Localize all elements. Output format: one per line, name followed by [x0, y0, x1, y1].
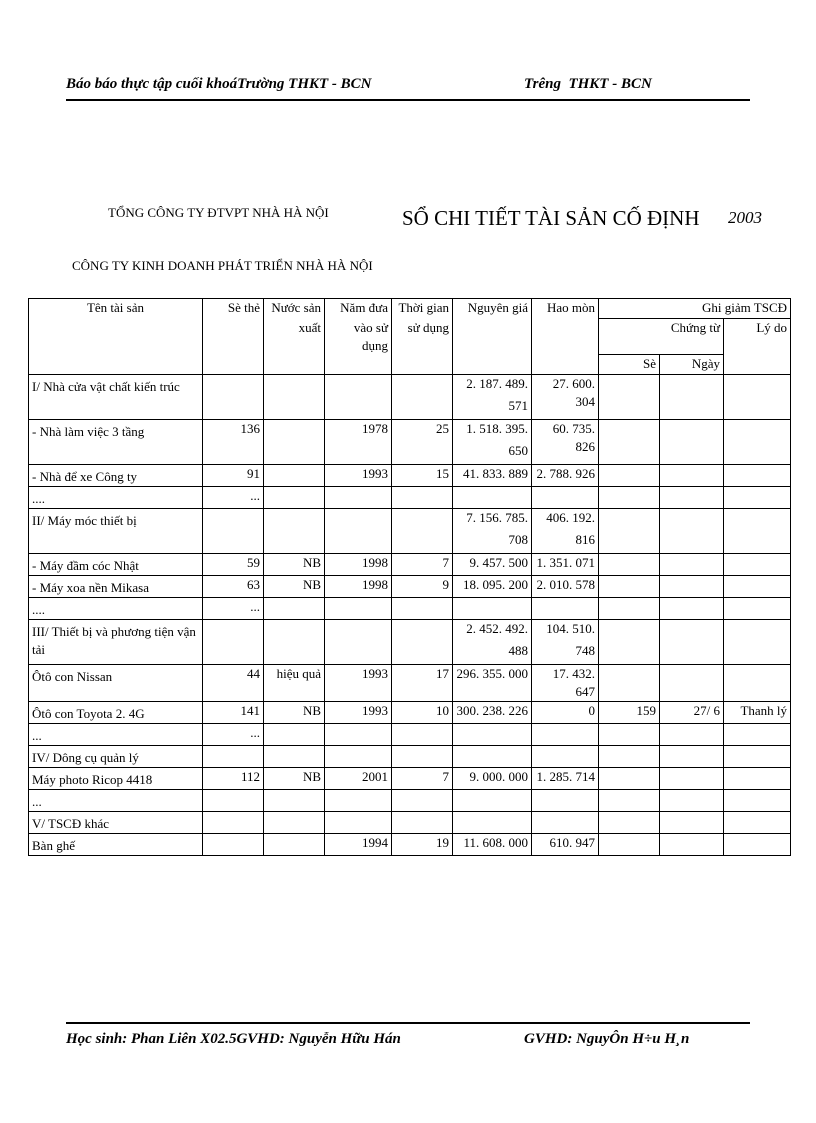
cell-reason — [724, 598, 791, 620]
cell-asset-name: I/ Nhà cửa vật chất kiến trúc — [29, 375, 203, 420]
cell-cost-line-2: 571 — [508, 398, 528, 413]
table-row — [29, 509, 791, 554]
cell-useful-life — [392, 724, 453, 746]
table-row — [29, 465, 791, 487]
cell-year-in-use — [325, 790, 392, 812]
col-cost-header: Nguyên giá — [453, 299, 532, 319]
cell-country — [264, 487, 325, 509]
cell-reason — [724, 812, 791, 834]
cell-cost — [453, 812, 532, 834]
col-life-header-2: sử dụng — [392, 319, 453, 355]
cell-year-in-use — [325, 746, 392, 768]
cell-voucher-date — [660, 420, 724, 465]
cell-depreciation-line-1: 104. 510. — [546, 621, 595, 636]
cell-cost — [453, 465, 532, 487]
cell-cost-line-1: 7. 156. 785. — [466, 510, 528, 525]
cell-asset-name: Máy photo Ricop 4418 — [29, 768, 203, 790]
cell-voucher-no — [599, 465, 660, 487]
cell-depreciation-line-1: 1. 351. 071 — [536, 555, 595, 570]
cell-cost — [453, 620, 532, 665]
cell-cost — [453, 768, 532, 790]
cell-reason — [724, 487, 791, 509]
cell-voucher-date — [660, 554, 724, 576]
cell-year-in-use: 1978 — [325, 420, 392, 465]
cell-cost — [453, 509, 532, 554]
cell-voucher-date — [660, 509, 724, 554]
cell-cost-line-1: 300. 238. 226 — [456, 703, 528, 718]
cell-voucher-date — [660, 665, 724, 702]
cell-voucher-no — [599, 487, 660, 509]
cell-depreciation-line-1: 2. 010. 578 — [536, 577, 595, 592]
header-rule — [66, 99, 750, 101]
cell-reason — [724, 834, 791, 856]
col-card-header: Sè thẻ — [203, 299, 264, 319]
cell-voucher-no — [599, 812, 660, 834]
cell-depreciation-line-1: 27. 600. 304 — [552, 376, 595, 409]
cell-asset-name: Ôtô con Toyota 2. 4G — [29, 702, 203, 724]
cell-year-in-use — [325, 509, 392, 554]
footer-right: GVHD: NguyÔn H÷u H¸n — [524, 1031, 690, 1047]
parent-org: TỔNG CÔNG TY ĐTVPT NHÀ HÀ NỘI — [108, 205, 329, 220]
cell-depreciation — [532, 420, 599, 465]
cell-useful-life — [392, 746, 453, 768]
cell-cost — [453, 702, 532, 724]
cell-reason — [724, 554, 791, 576]
company-name: CÔNG TY KINH DOANH PHÁT TRIỂN NHÀ HÀ NỘI — [72, 258, 373, 273]
cell-cost — [453, 554, 532, 576]
col-name-header: Tên tài sản — [29, 299, 203, 319]
cell-voucher-date — [660, 790, 724, 812]
cell-cost-line-1: 9. 000. 000 — [469, 769, 528, 784]
cell-country — [264, 598, 325, 620]
cell-depreciation — [532, 665, 599, 702]
cell-cost-line-2: 488 — [508, 643, 528, 658]
cell-asset-name: III/ Thiết bị và phương tiện vận tải — [29, 620, 203, 665]
cell-voucher-no — [599, 576, 660, 598]
cell-voucher-date: 27/ 6 — [660, 702, 724, 724]
cell-cost — [453, 724, 532, 746]
table-row — [29, 790, 791, 812]
cell-cost-line-1: 2. 187. 489. — [466, 376, 528, 391]
cell-year-in-use: 1998 — [325, 554, 392, 576]
cell-depreciation-line-1: 1. 285. 714 — [536, 769, 595, 784]
cell-card-no — [203, 746, 264, 768]
cell-asset-name: II/ Máy móc thiết bị — [29, 509, 203, 554]
cell-voucher-no — [599, 724, 660, 746]
cell-reason — [724, 509, 791, 554]
cell-depreciation — [532, 702, 599, 724]
cell-reason — [724, 790, 791, 812]
cell-voucher-date — [660, 812, 724, 834]
cell-useful-life: 9 — [392, 576, 453, 598]
cell-depreciation-line-1: 17. 432. 647 — [552, 666, 595, 699]
cell-cost — [453, 598, 532, 620]
cell-reason — [724, 724, 791, 746]
cell-cost-line-2: 650 — [508, 443, 528, 458]
table-row — [29, 746, 791, 768]
cell-voucher-no — [599, 790, 660, 812]
cell-asset-name: - Máy đầm cóc Nhật — [29, 554, 203, 576]
cell-country — [264, 790, 325, 812]
cell-voucher-date — [660, 375, 724, 420]
cell-asset-name: IV/ Dông cụ quản lý — [29, 746, 203, 768]
cell-depreciation — [532, 465, 599, 487]
cell-reason — [724, 465, 791, 487]
col-decrease-header: Ghi giảm TSCĐ — [599, 299, 791, 319]
cell-depreciation-line-1: 60. 735. 826 — [552, 421, 595, 454]
table-row — [29, 768, 791, 790]
cell-voucher-date — [660, 465, 724, 487]
cell-year-in-use — [325, 812, 392, 834]
cell-cost — [453, 746, 532, 768]
cell-country: hiệu quả — [264, 665, 325, 702]
cell-reason — [724, 665, 791, 702]
cell-reason — [724, 576, 791, 598]
col-voucher-header: Chứng từ — [599, 319, 724, 355]
cell-cost-line-1: 18. 095. 200 — [463, 577, 528, 592]
cell-country — [264, 746, 325, 768]
cell-reason — [724, 768, 791, 790]
cell-country — [264, 812, 325, 834]
cell-voucher-no — [599, 554, 660, 576]
cell-useful-life — [392, 812, 453, 834]
cell-depreciation-line-1: 2. 788. 926 — [536, 466, 595, 481]
report-year: 2003 — [728, 208, 762, 227]
cell-card-no: 59 — [203, 554, 264, 576]
cell-reason — [724, 746, 791, 768]
col-country-header-2: xuất — [264, 319, 325, 355]
cell-cost — [453, 834, 532, 856]
cell-year-in-use: 2001 — [325, 768, 392, 790]
cell-depreciation — [532, 768, 599, 790]
cell-card-no — [203, 375, 264, 420]
cell-cost-line-1: 2. 452. 492. — [466, 621, 528, 636]
cell-depreciation — [532, 812, 599, 834]
cell-card-no: ... — [203, 598, 264, 620]
cell-cost-line-2: 708 — [508, 532, 528, 547]
cell-asset-name: .... — [29, 598, 203, 620]
cell-depreciation — [532, 834, 599, 856]
col-country-header: Nước sản — [264, 299, 325, 319]
cell-year-in-use — [325, 598, 392, 620]
cell-country: NB — [264, 702, 325, 724]
cell-voucher-no: 159 — [599, 702, 660, 724]
cell-year-in-use — [325, 375, 392, 420]
cell-voucher-no — [599, 665, 660, 702]
cell-depreciation — [532, 554, 599, 576]
cell-useful-life: 7 — [392, 554, 453, 576]
cell-voucher-no — [599, 509, 660, 554]
cell-asset-name: - Máy xoa nền Mikasa — [29, 576, 203, 598]
cell-cost-line-1: 41. 833. 889 — [463, 466, 528, 481]
cell-voucher-date — [660, 768, 724, 790]
table-row — [29, 812, 791, 834]
cell-card-no: 91 — [203, 465, 264, 487]
cell-depreciation — [532, 509, 599, 554]
cell-voucher-no — [599, 598, 660, 620]
cell-depreciation — [532, 375, 599, 420]
header-right-prefix: Trêng — [524, 76, 561, 92]
cell-cost — [453, 375, 532, 420]
cell-cost-line-1: 1. 518. 395. — [466, 421, 528, 436]
table-row — [29, 598, 791, 620]
cell-country — [264, 509, 325, 554]
col-depr-header: Hao mòn — [532, 299, 599, 319]
cell-depreciation — [532, 790, 599, 812]
cell-useful-life — [392, 620, 453, 665]
table-row — [29, 420, 791, 465]
cell-country — [264, 620, 325, 665]
table-row — [29, 487, 791, 509]
cell-card-no — [203, 790, 264, 812]
cell-card-no — [203, 812, 264, 834]
cell-voucher-no — [599, 746, 660, 768]
cell-useful-life: 10 — [392, 702, 453, 724]
cell-useful-life: 17 — [392, 665, 453, 702]
cell-voucher-no — [599, 620, 660, 665]
cell-card-no — [203, 620, 264, 665]
cell-cost-line-1: 9. 457. 500 — [469, 555, 528, 570]
page-title: SỔ CHI TIẾT TÀI SẢN CỐ ĐỊNH — [402, 206, 700, 230]
table-row — [29, 702, 791, 724]
cell-country — [264, 375, 325, 420]
cell-asset-name: V/ TSCĐ khác — [29, 812, 203, 834]
cell-voucher-date — [660, 576, 724, 598]
cell-useful-life: 25 — [392, 420, 453, 465]
cell-card-no: 44 — [203, 665, 264, 702]
header-left: Báo báo thực tập cuối khoáTrường THKT - BCN — [66, 76, 372, 92]
cell-asset-name: ... — [29, 724, 203, 746]
cell-year-in-use: 1994 — [325, 834, 392, 856]
cell-depreciation — [532, 576, 599, 598]
cell-card-no — [203, 509, 264, 554]
cell-country — [264, 420, 325, 465]
col-year-header: Năm đưa — [325, 299, 392, 319]
cell-useful-life — [392, 487, 453, 509]
cell-cost — [453, 665, 532, 702]
cell-asset-name: .... — [29, 487, 203, 509]
header-right-suffix: THKT - BCN — [568, 76, 652, 92]
cell-useful-life — [392, 790, 453, 812]
cell-country — [264, 465, 325, 487]
cell-year-in-use: 1993 — [325, 702, 392, 724]
cell-card-no: 141 — [203, 702, 264, 724]
cell-asset-name: - Nhà làm việc 3 tầng — [29, 420, 203, 465]
cell-voucher-no — [599, 420, 660, 465]
table-row — [29, 834, 791, 856]
cell-card-no: ... — [203, 487, 264, 509]
cell-reason — [724, 420, 791, 465]
table-row — [29, 620, 791, 665]
table-row — [29, 576, 791, 598]
cell-voucher-date — [660, 620, 724, 665]
cell-cost — [453, 487, 532, 509]
cell-asset-name: - Nhà để xe Công ty — [29, 465, 203, 487]
cell-voucher-no — [599, 375, 660, 420]
cell-asset-name: ... — [29, 790, 203, 812]
cell-voucher-date — [660, 487, 724, 509]
table-row — [29, 375, 791, 420]
header-right — [524, 76, 652, 93]
cell-country: NB — [264, 576, 325, 598]
cell-country: NB — [264, 768, 325, 790]
cell-card-no: 136 — [203, 420, 264, 465]
col-voucher-no-header: Sè — [599, 355, 660, 375]
table-row — [29, 724, 791, 746]
cell-voucher-date — [660, 598, 724, 620]
cell-reason — [724, 620, 791, 665]
cell-reason: Thanh lý — [724, 702, 791, 724]
cell-year-in-use: 1993 — [325, 665, 392, 702]
cell-voucher-no — [599, 768, 660, 790]
cell-useful-life: 7 — [392, 768, 453, 790]
cell-country — [264, 834, 325, 856]
cell-depreciation — [532, 620, 599, 665]
cell-voucher-date — [660, 834, 724, 856]
cell-cost — [453, 420, 532, 465]
cell-country: NB — [264, 554, 325, 576]
cell-depreciation-line-2: 748 — [575, 643, 595, 658]
table-row — [29, 554, 791, 576]
cell-card-no: 112 — [203, 768, 264, 790]
footer-rule — [66, 1022, 750, 1024]
cell-depreciation-line-1: 406. 192. — [546, 510, 595, 525]
cell-asset-name: Bàn ghế — [29, 834, 203, 856]
cell-depreciation — [532, 487, 599, 509]
cell-depreciation-line-1: 610. 947 — [549, 835, 595, 850]
cell-year-in-use — [325, 487, 392, 509]
cell-card-no — [203, 834, 264, 856]
cell-year-in-use: 1993 — [325, 465, 392, 487]
asset-ledger-table — [28, 298, 791, 856]
cell-useful-life — [392, 375, 453, 420]
cell-cost-line-1: 11. 608. 000 — [463, 835, 528, 850]
cell-year-in-use: 1998 — [325, 576, 392, 598]
col-year-header-2: vào sử dụng — [325, 319, 392, 355]
col-life-header: Thời gian — [392, 299, 453, 319]
cell-year-in-use — [325, 620, 392, 665]
cell-depreciation — [532, 598, 599, 620]
cell-asset-name: Ôtô con Nissan — [29, 665, 203, 702]
cell-useful-life — [392, 509, 453, 554]
cell-cost — [453, 576, 532, 598]
cell-card-no: ... — [203, 724, 264, 746]
cell-cost — [453, 790, 532, 812]
cell-cost-line-1: 296. 355. 000 — [456, 666, 528, 681]
cell-card-no: 63 — [203, 576, 264, 598]
cell-voucher-date — [660, 724, 724, 746]
cell-year-in-use — [325, 724, 392, 746]
cell-depreciation-line-1: 0 — [588, 703, 595, 718]
cell-country — [264, 724, 325, 746]
cell-useful-life: 15 — [392, 465, 453, 487]
col-voucher-date-header: Ngày — [660, 355, 724, 375]
cell-depreciation-line-2: 816 — [575, 532, 595, 547]
cell-depreciation — [532, 724, 599, 746]
cell-useful-life — [392, 598, 453, 620]
cell-reason — [724, 375, 791, 420]
cell-depreciation — [532, 746, 599, 768]
cell-useful-life: 19 — [392, 834, 453, 856]
footer-left: Học sinh: Phan Liên X02.5GVHD: Nguyễn Hữu Hán — [66, 1031, 401, 1047]
cell-voucher-date — [660, 746, 724, 768]
col-reason-header: Lý do — [724, 319, 791, 355]
cell-voucher-no — [599, 834, 660, 856]
table-row — [29, 665, 791, 702]
